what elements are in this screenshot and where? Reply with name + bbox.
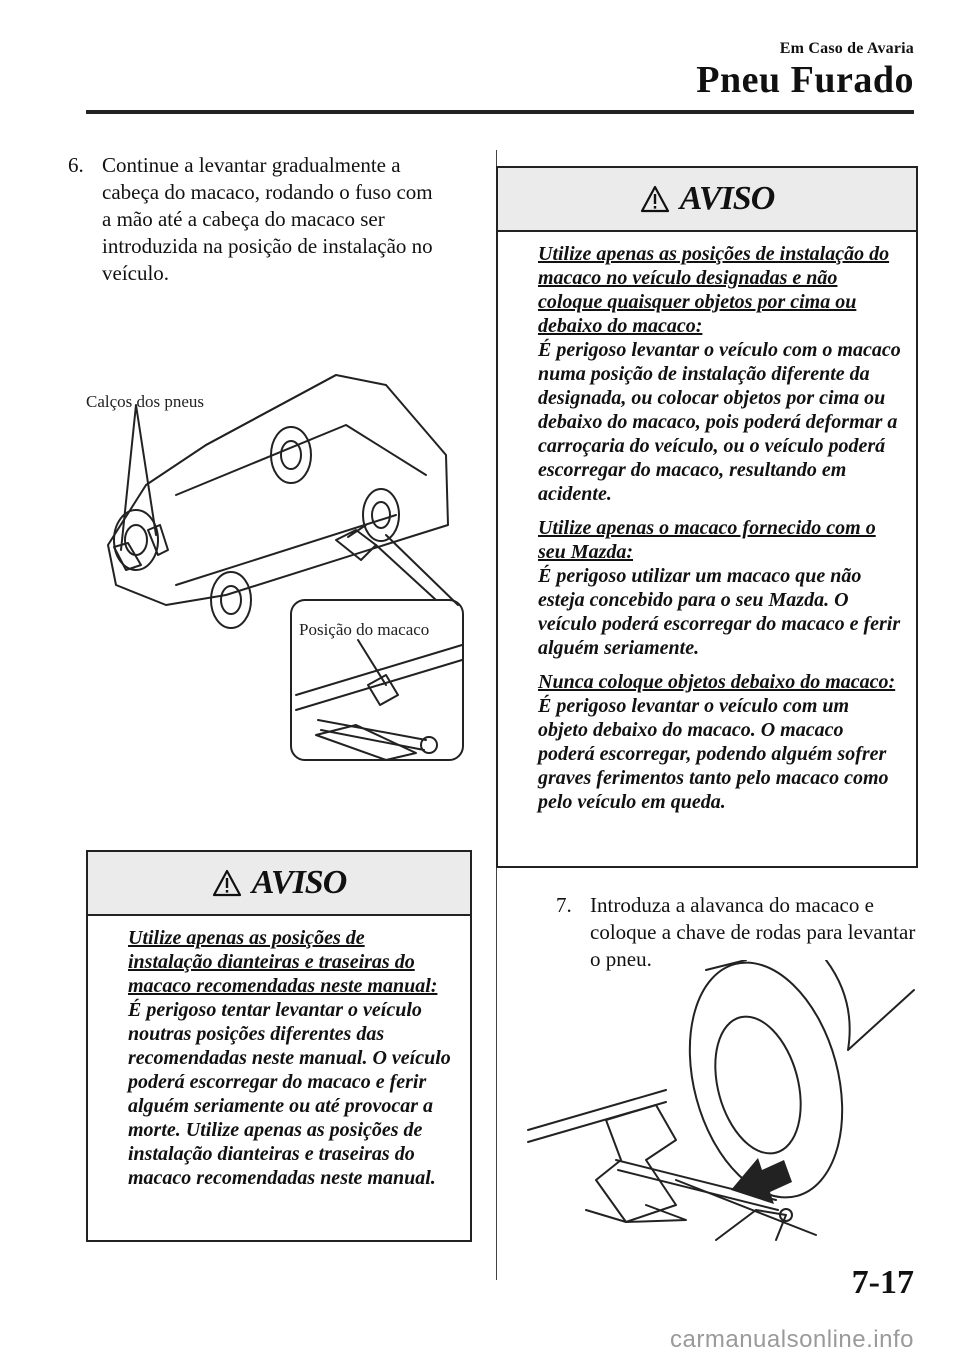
warning-text: É perigoso levantar o veículo com um objeto debaixo do macaco. O macaco poderá escorregar, podendo alguém sofrer graves ferimentos tanto pelo macaco como pelo veículo em queda. xyxy=(538,695,889,813)
wheel-rear xyxy=(271,427,311,483)
header-section: Em Caso de Avaria xyxy=(779,40,914,57)
jack-lever-illustration xyxy=(526,960,916,1260)
warning-paragraph xyxy=(538,242,902,506)
vehicle-sill xyxy=(528,1090,666,1142)
label-wheel-chocks: Calços dos pneus xyxy=(86,392,205,411)
warning-heading: Utilize apenas o macaco fornecido com o seu Mazda: xyxy=(538,517,876,563)
car-rocker xyxy=(176,515,396,585)
warning-paragraph xyxy=(538,516,902,660)
warning-title: AVISO xyxy=(251,864,347,901)
warning-text: É perigoso tentar levantar o veículo noutras posições diferentes das recomendadas neste manual. O veículo poderá escorregar do macaco e ferir alguém seriamente ou até provocar a morte. Utilize apenas as posições de instalação dianteiras e traseiras do macaco recomendadas neste manual. xyxy=(128,999,451,1189)
warning-header xyxy=(88,852,470,916)
warning-header xyxy=(498,168,916,232)
warning-heading: Utilize apenas as posições de instalação do macaco no veículo designadas e não coloque quaisquer objetos por cima ou debaixo do macaco: xyxy=(538,243,890,337)
warning-text: É perigoso utilizar um macaco que não esteja concebido para o seu Mazda. O veículo poderá escorregar do macaco e ferir alguém seriamente. xyxy=(538,565,901,659)
jack-label-leader xyxy=(358,640,386,685)
label-jack-position: Posição do macaco xyxy=(299,620,430,639)
step-number: 6. xyxy=(68,153,84,177)
jack-detail-base xyxy=(316,725,416,760)
tire-rim xyxy=(701,1007,815,1163)
warning-box-left xyxy=(86,850,472,1242)
jack-frame xyxy=(596,1105,676,1222)
car-jack-illustration xyxy=(86,365,470,765)
car-roof-line xyxy=(176,375,426,495)
warning-triangle-icon xyxy=(212,869,242,897)
warning-heading: Utilize apenas as posições de instalação dianteiras e traseiras do macaco recomendadas neste manual: xyxy=(128,927,438,997)
warning-body xyxy=(498,232,916,838)
jack-small xyxy=(336,525,376,560)
warning-paragraph xyxy=(128,926,454,1190)
warning-text: É perigoso levantar o veículo com o macaco numa posição de instalação diferente da designada, ou colocar objetos por cima ou debaixo do macaco, pois poderá deformar a carroçaria do veículo, ou o veículo poderá escorregar do macaco, resultando em acidente. xyxy=(538,339,901,505)
warning-paragraph xyxy=(538,670,902,814)
step-text: Continue a levantar gradualmente a cabeça do macaco, rodando o fuso com a mão até a cabeça do macaco ser introduzida na posição de instalação no veículo. xyxy=(102,153,433,285)
header-rule xyxy=(86,110,914,114)
watermark: carmanualsonline.info xyxy=(670,1326,914,1353)
chock-left xyxy=(114,543,141,570)
warning-title: AVISO xyxy=(679,180,775,217)
jack-detail-sill xyxy=(296,645,462,710)
callout-lines xyxy=(376,535,458,605)
warning-triangle-icon xyxy=(640,185,670,213)
jack-detail-screw xyxy=(318,720,426,750)
step-6 xyxy=(68,152,478,287)
wheel-front-right xyxy=(211,572,251,628)
step-text: Introduza a alavanca do macaco e coloque a chave de rodas para levantar o pneu. xyxy=(590,893,916,971)
page-title: Pneu Furado xyxy=(696,59,914,101)
warning-box-right xyxy=(496,166,918,868)
page-number: 7-17 xyxy=(851,1264,914,1301)
wheel-wrench xyxy=(716,1210,786,1240)
step-number: 7. xyxy=(556,893,572,917)
warning-heading: Nunca coloque objetos debaixo do macaco: xyxy=(538,671,896,693)
warning-body xyxy=(88,916,470,1214)
